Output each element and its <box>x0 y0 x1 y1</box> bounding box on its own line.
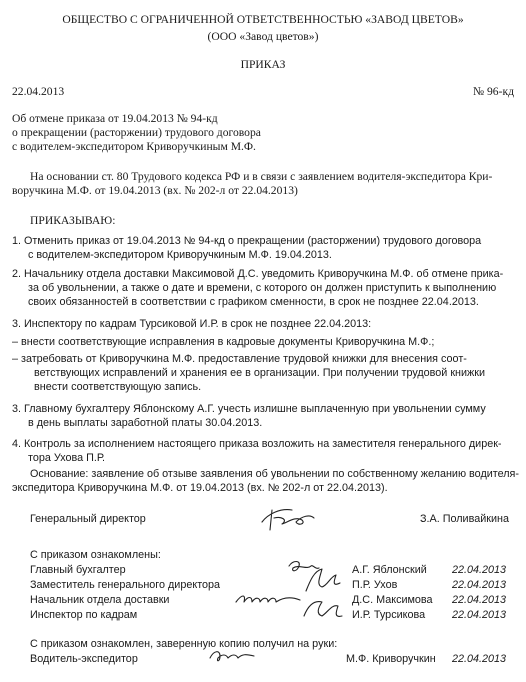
acquainted-position: Главный бухгалтер <box>30 564 126 576</box>
driver-signature <box>206 644 258 668</box>
delivery-head-signature <box>232 588 304 612</box>
director-position: Генеральный директор <box>30 513 146 525</box>
order-item-3: 3. Инспектору по кадрам Турсиковой И.Р. в срок не позднее 22.04.2013: <box>12 318 372 330</box>
order-date: 22.04.2013 <box>12 85 65 98</box>
basis-line: воручкина М.Ф. от 19.04.2013 (вх. № 202-л от 22.04.2013) <box>12 184 298 197</box>
acquainted-position: Начальник отдела доставки <box>30 594 170 606</box>
director-signature <box>258 502 318 534</box>
order-item-2: своих обязанностей в соответствии с графиком сменности, в срок не позднее 22.04.2013. <box>28 296 479 308</box>
order-item-4: в день выплаты заработной платы 30.04.2013. <box>28 417 263 429</box>
acquainted-date: 22.04.2013 <box>452 579 507 591</box>
order-subitem-3b: внести соответствующую запись. <box>34 381 202 393</box>
order-subitem-3a: – внести соответствующие исправления в кадровые документы Криворучкина М.Ф.; <box>12 336 435 348</box>
deputy-signature <box>300 565 344 595</box>
document-type: ПРИКАЗ <box>240 58 286 71</box>
acquainted-title: С приказом ознакомлены: <box>30 549 161 561</box>
acquainted-name: А.Г. Яблонский <box>352 564 427 576</box>
subject-line: Об отмене приказа от 19.04.2013 № 94-кд <box>12 112 218 125</box>
acquainted-date: 22.04.2013 <box>452 609 507 621</box>
basis-line: На основании ст. 80 Трудового кодекса РФ и в связи с заявлением водителя-экспедитора Кри- <box>30 170 493 183</box>
copy-person-position: Водитель-экспедитор <box>30 653 138 665</box>
order-subitem-3b: ветствующих исправлений и хранения ее в организации. При получении трудовой книжки <box>34 367 486 379</box>
ground-line: экспедитора Криворучкина М.Ф. от 19.04.2013 (вх. № 202-л от 22.04.2013). <box>12 482 388 494</box>
acquainted-name: Д.С. Максимова <box>352 594 433 606</box>
order-item-4: 3. Главному бухгалтеру Яблонскому А.Г. учесть излишне выплаченную при увольнении сумму <box>12 403 486 415</box>
order-number: № 96-кд <box>473 85 514 98</box>
order-item-2: за об увольнении, а также о дате и времени, с которого он должен приступить к выполнению <box>28 282 497 294</box>
acquainted-name: П.Р. Ухов <box>352 579 398 591</box>
order-subitem-3b: – затребовать от Криворучкина М.Ф. предоставление трудовой книжки для внесения соот- <box>12 353 467 365</box>
subject-line: о прекращении (расторжении) трудового договора <box>12 126 261 139</box>
acquainted-date: 22.04.2013 <box>452 564 507 576</box>
order-item-5: 4. Контроль за исполнением настоящего приказа возложить на заместителя генерального дирек- <box>12 438 502 450</box>
order-item-2: 2. Начальнику отдела доставки Максимовой Д.С. уведомить Криворучкина М.Ф. об отмене прика- <box>12 268 504 280</box>
acquainted-position: Инспектор по кадрам <box>30 609 138 621</box>
organization-full-name: ОБЩЕСТВО С ОГРАНИЧЕННОЙ ОТВЕТСТВЕННОСТЬЮ «ЗАВОД ЦВЕТОВ» <box>62 13 464 26</box>
copy-person-name: М.Ф. Криворучкин <box>346 653 436 665</box>
acquainted-position: Заместитель генерального директора <box>30 579 221 591</box>
copy-person-date: 22.04.2013 <box>452 653 507 665</box>
acquainted-date: 22.04.2013 <box>452 594 507 606</box>
order-item-1: с водителем-экспедитором Криворучкиным М.Ф. 19.04.2013. <box>28 249 332 261</box>
subject-line: с водителем-экспедитором Криворучкиным М.Ф. <box>12 140 256 153</box>
copy-title: С приказом ознакомлен, заверенную копию получил на руки: <box>30 638 338 650</box>
ground-line: Основание: заявление об отзыве заявления об увольнении по собственному желанию водителя- <box>30 468 519 480</box>
order-word: ПРИКАЗЫВАЮ: <box>30 214 116 227</box>
order-item-1: 1. Отменить приказ от 19.04.2013 № 94-кд о прекращении (расторжении) трудового договора <box>12 235 482 247</box>
acquainted-name: И.Р. Турсикова <box>352 609 426 621</box>
organization-short-name: (ООО «Завод цветов») <box>207 30 319 43</box>
director-name: З.А. Поливайкина <box>420 513 509 525</box>
hr-inspector-signature <box>298 596 346 624</box>
order-item-5: тора Ухова П.Р. <box>28 452 106 464</box>
